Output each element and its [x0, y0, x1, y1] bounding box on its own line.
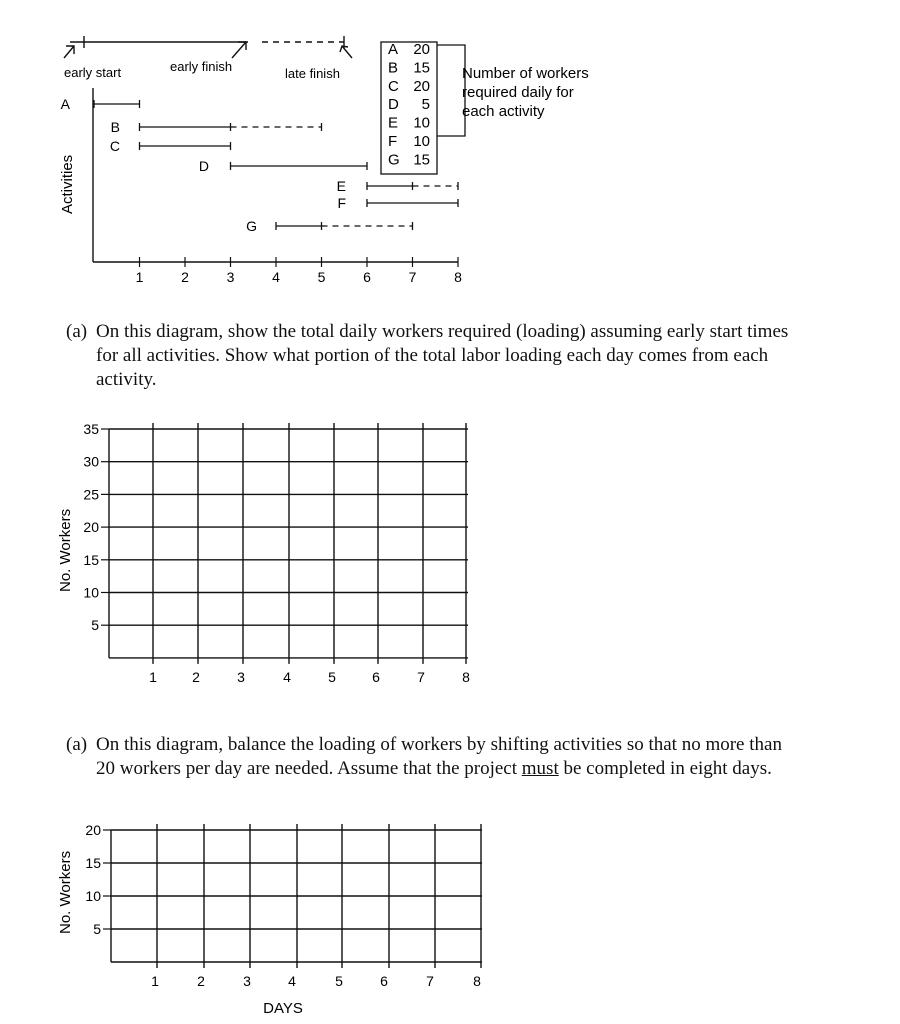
grid-1-lines — [109, 423, 468, 664]
workers-note-line-1: Number of workers — [462, 65, 589, 82]
must-underlined: must — [521, 758, 559, 779]
workers-table-count: 20 — [413, 41, 430, 58]
question-1-label: (a) — [66, 321, 88, 342]
grid-y-tick-label: 15 — [85, 855, 101, 871]
grid-x-tick-label: 1 — [151, 973, 159, 989]
grid-1-y-axis-label: No. Workers — [57, 508, 74, 592]
workers-table-activity: D — [388, 96, 399, 114]
grid-y-tick-label: 30 — [83, 453, 99, 470]
gantt-x-tick-label: 4 — [272, 269, 280, 285]
grid-x-tick-label: 3 — [237, 668, 245, 685]
grid-y-tick-label: 10 — [85, 888, 101, 904]
legend-early-start: early start — [64, 65, 122, 80]
workers-note-connector — [437, 45, 465, 136]
gantt-x-tick-label: 5 — [317, 269, 326, 285]
gantt-x-tick-label: 6 — [363, 269, 371, 285]
grid-y-tick-label: 5 — [93, 921, 101, 937]
grid-2-y-ticks — [85, 822, 111, 937]
gantt-activity-label: G — [246, 218, 257, 234]
workers-table-activity: B — [388, 59, 399, 77]
grid-1-x-ticks — [149, 669, 470, 685]
gantt-y-axis-label: Activities — [59, 154, 76, 214]
grid-x-tick-label: 4 — [288, 973, 296, 989]
grid-x-tick-label: 7 — [426, 973, 434, 989]
grid-y-tick-label: 35 — [83, 421, 99, 437]
grid-x-tick-label: 7 — [417, 668, 425, 685]
grid-1-y-ticks — [83, 421, 109, 633]
workers-table-count: 10 — [413, 133, 430, 150]
workers-table-activity: G — [388, 151, 400, 169]
gantt-x-tick-label: 1 — [135, 269, 144, 285]
grid-x-tick-label: 5 — [328, 668, 336, 685]
workers-table-count: 15 — [413, 59, 430, 77]
gantt-x-tick-label: 2 — [181, 269, 189, 285]
workers-note-line-3: each activity — [462, 103, 545, 120]
grid-y-tick-label: 5 — [91, 617, 99, 634]
grid-y-tick-label: 25 — [83, 486, 99, 503]
grid-x-tick-label: 5 — [335, 973, 343, 989]
workers-table-activity: A — [388, 41, 399, 58]
gantt-x-tick-label: 3 — [226, 269, 235, 285]
activity-schedule-diagram — [0, 0, 900, 300]
grid-x-tick-label: 8 — [473, 973, 481, 989]
workers-table-activity: E — [388, 114, 399, 132]
grid-2-y-axis-label: No. Workers — [57, 850, 74, 934]
workers-table-count: 20 — [413, 77, 430, 95]
gantt-x-tick-label: 7 — [408, 269, 417, 285]
workers-table-count: 15 — [413, 151, 430, 169]
question-2-line-2: 20 workers per day are needed. Assume that the project must be completed in eight days. — [96, 758, 772, 779]
grid-x-tick-label: 3 — [243, 973, 251, 989]
gantt-activity-label: D — [198, 158, 209, 174]
question-1 — [66, 320, 866, 392]
question-2 — [66, 733, 866, 781]
gantt-activity-label: B — [110, 119, 120, 135]
late-finish-arrow-icon — [340, 46, 352, 58]
gantt-activity-label: A — [60, 96, 70, 112]
grid-x-tick-label: 6 — [372, 668, 380, 685]
grid-y-tick-label: 20 — [83, 519, 99, 536]
workers-table-count: 10 — [413, 114, 430, 132]
grid-x-tick-label: 6 — [380, 973, 388, 989]
grid-x-tick-label: 2 — [197, 973, 205, 989]
question-2-label: (a) — [66, 734, 88, 755]
early-start-arrow-icon — [64, 46, 74, 58]
legend-late-finish: late finish — [285, 66, 340, 81]
workers-table-activity: F — [388, 133, 398, 150]
question-1-line-2: for all activities. Show what portion of the total labor loading each day comes from each — [96, 345, 769, 366]
workers-note-line-2: required daily for — [462, 84, 574, 101]
workers-table-count: 5 — [421, 96, 430, 114]
grid-x-tick-label: 4 — [283, 668, 291, 685]
grid-2-x-ticks — [151, 973, 481, 989]
workers-table-activity: C — [388, 77, 399, 95]
workers-table — [388, 41, 430, 168]
grid-2-x-axis-label: DAYS — [263, 1000, 303, 1017]
question-1-line-1: On this diagram, show the total daily workers required (loading) assuming early start times — [96, 321, 789, 342]
legend-early-finish: early finish — [170, 59, 233, 74]
question-1-line-3: activity. — [96, 369, 157, 390]
gantt-activity-label: F — [337, 195, 346, 211]
grid-2-lines — [111, 824, 482, 968]
grid-y-tick-label: 20 — [85, 822, 101, 838]
gantt-x-tick-label: 8 — [454, 269, 462, 285]
grid-x-tick-label: 2 — [192, 668, 200, 685]
grid-y-tick-label: 10 — [83, 584, 99, 601]
grid-x-tick-label: 1 — [149, 668, 157, 685]
grid-x-tick-label: 8 — [462, 668, 470, 685]
grid-y-tick-label: 15 — [83, 551, 99, 568]
gantt-activity-label: E — [336, 178, 346, 194]
early-finish-arrow-icon — [232, 42, 246, 58]
question-2-line-1: On this diagram, balance the loading of workers by shifting activities so that no more than — [96, 734, 782, 755]
gantt-x-ticks — [136, 257, 463, 285]
gantt-activity-label: C — [109, 138, 120, 154]
